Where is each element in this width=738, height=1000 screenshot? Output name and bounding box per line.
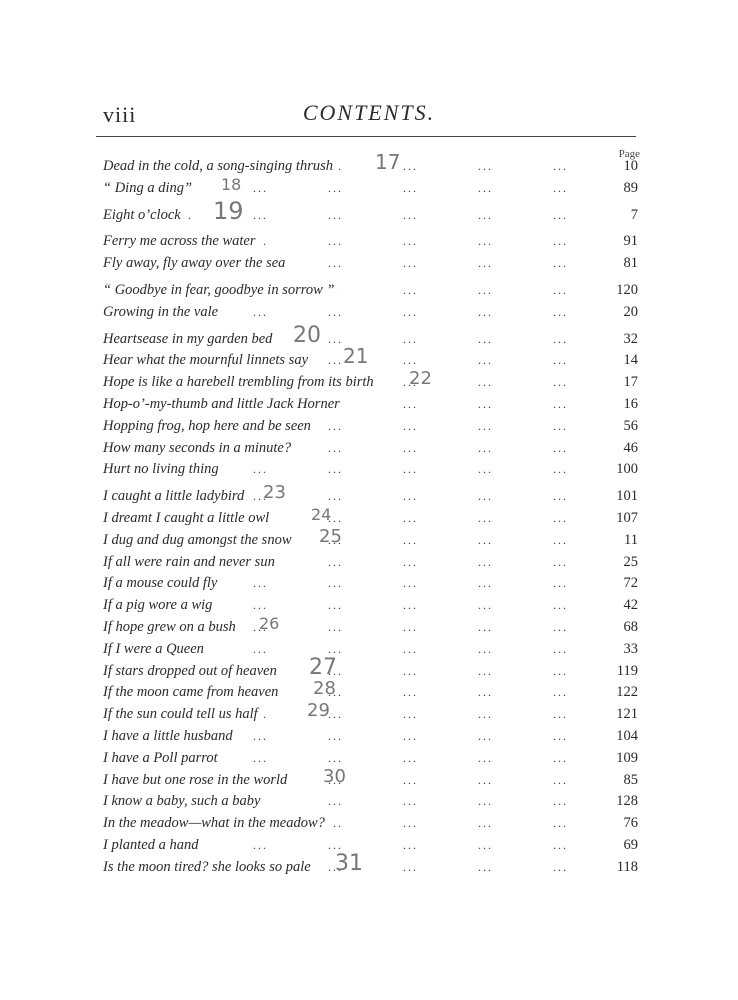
toc-entry	[103, 504, 638, 530]
entry-title: I have a Poll parrot	[103, 748, 224, 770]
running-title: CONTENTS.	[302, 100, 436, 125]
entry-title: Dead in the cold, a song-singing thrush	[103, 156, 339, 178]
toc-entry	[103, 416, 638, 438]
toc-entry	[103, 231, 638, 253]
entry-page-number: 46	[623, 439, 638, 456]
entry-title: I planted a hand	[103, 835, 204, 857]
toc-entry	[103, 525, 638, 552]
entry-page-number: 68	[623, 618, 638, 635]
toc-entry	[103, 726, 638, 748]
entry-page-number: 14	[623, 352, 638, 369]
handwritten-annotation: 23	[263, 482, 286, 504]
entry-title: “ Goodbye in fear, goodbye in sorrow ”	[103, 280, 340, 302]
handwritten-annotation: 19	[213, 196, 244, 225]
handwritten-annotation: 21	[343, 344, 369, 369]
handwritten-annotation: 30	[323, 765, 346, 787]
entry-title: Growing in the vale	[103, 302, 224, 324]
toc-entry	[103, 394, 638, 416]
entry-title: If a pig wore a wig	[103, 595, 218, 617]
entry-title: If all were rain and never sun	[103, 552, 281, 574]
handwritten-annotation: 20	[293, 322, 321, 348]
entry-page-number: 89	[623, 179, 638, 196]
entry-title: I have a little husband	[103, 726, 239, 748]
entry-page-number: 101	[616, 488, 638, 505]
handwritten-annotation: 26	[259, 613, 280, 633]
entry-title: Hurt no living thing	[103, 459, 225, 481]
entry-title: Hopping frog, hop here and be seen	[103, 416, 317, 438]
toc-group	[103, 322, 638, 482]
entry-title: If the sun could tell us half	[103, 704, 264, 726]
entry-title: If the moon came from heaven	[103, 682, 284, 704]
entry-page-number: 120	[616, 281, 638, 298]
toc-entry	[103, 196, 638, 227]
entry-page-number: 32	[623, 330, 638, 347]
toc-entry	[103, 678, 638, 704]
entry-title: Hear what the mournful linnets say	[103, 350, 314, 372]
handwritten-annotation: 25	[319, 525, 342, 547]
entry-title: Heartsease in my garden bed	[103, 329, 278, 351]
entry-page-number: 121	[616, 706, 638, 723]
entry-title: How many seconds in a minute?	[103, 438, 297, 460]
entry-title: If a mouse could fly	[103, 573, 223, 595]
handwritten-annotation: 18	[221, 174, 242, 194]
entry-page-number: 85	[623, 771, 638, 788]
toc-entry	[103, 700, 638, 726]
toc-entry	[103, 280, 638, 302]
entry-page-number: 16	[623, 395, 638, 412]
entry-page-number: 128	[616, 793, 638, 810]
toc-entry	[103, 174, 638, 200]
entry-title: In the meadow—what in the meadow?	[103, 813, 331, 835]
entry-page-number: 42	[623, 597, 638, 614]
entry-page-number: 20	[623, 303, 638, 320]
toc-group	[103, 231, 638, 275]
toc-entry	[103, 573, 638, 595]
entry-title: “ Ding a ding”	[103, 178, 198, 200]
handwritten-annotation: 17	[375, 150, 401, 174]
toc-entry	[103, 639, 638, 661]
entry-title: Is the moon tired? she looks so pale	[103, 857, 317, 879]
toc-group	[103, 280, 638, 324]
toc-entry	[103, 253, 638, 275]
entry-title: Fly away, fly away over the sea	[103, 253, 291, 275]
entry-page-number: 33	[623, 640, 638, 657]
entry-page-number: 119	[616, 662, 638, 679]
toc-entry	[103, 835, 638, 857]
toc-entry	[103, 613, 638, 639]
entry-page-number: 69	[623, 836, 638, 853]
handwritten-annotation: 22	[409, 368, 432, 390]
toc-entry	[103, 765, 638, 792]
header-rule	[96, 136, 636, 137]
toc-entry	[103, 368, 638, 394]
toc-entry	[103, 654, 638, 683]
page-header	[103, 98, 635, 138]
entry-page-number: 81	[623, 255, 638, 272]
toc-entry	[103, 322, 638, 351]
toc-entry	[103, 748, 638, 770]
entry-page-number: 122	[616, 684, 638, 701]
entry-page-number: 11	[624, 531, 638, 548]
entry-page-number: 10	[623, 158, 638, 174]
toc-entry	[103, 595, 638, 617]
entry-title: If stars dropped out of heaven	[103, 661, 283, 683]
entry-title: If I were a Queen	[103, 639, 210, 661]
entry-title: I know a baby, such a baby	[103, 791, 266, 813]
toc-entry	[103, 813, 638, 835]
handwritten-annotation: 31	[335, 850, 363, 876]
entry-title: If hope grew on a bush	[103, 617, 242, 639]
handwritten-annotation: 24	[311, 504, 332, 524]
entry-page-number: 118	[616, 858, 638, 875]
entry-page-number: 25	[623, 553, 638, 570]
entry-title: Hope is like a harebell trembling from its birth	[103, 372, 380, 394]
toc-entry	[103, 850, 638, 879]
entry-title: I dreamt I caught a little owl	[103, 508, 275, 530]
entry-page-number: 72	[623, 575, 638, 592]
entry-page-number: 107	[616, 509, 638, 526]
entry-page-number: 76	[623, 815, 638, 832]
entry-title: Eight o’clock	[103, 205, 187, 227]
toc-entry	[103, 552, 638, 574]
entry-page-number: 100	[616, 461, 638, 478]
entry-page-number: 7	[630, 206, 638, 223]
toc-entry	[103, 459, 638, 481]
handwritten-annotation: 28	[313, 678, 336, 700]
entry-page-number: 91	[623, 233, 638, 250]
entry-title: I caught a little ladybird	[103, 486, 250, 508]
entry-title: I have but one rose in the world	[103, 770, 293, 792]
toc-group	[103, 482, 638, 878]
entry-page-number: 17	[623, 374, 638, 391]
toc-entry	[103, 302, 638, 324]
handwritten-annotation: 29	[307, 700, 330, 722]
toc-entry	[103, 344, 638, 372]
toc-group	[103, 196, 638, 227]
toc-entry	[103, 482, 638, 508]
page-column-heading: Page	[618, 148, 640, 160]
entry-page-number: 104	[616, 727, 638, 744]
entry-title: Hop-o’-my-thumb and little Jack Horner	[103, 394, 346, 416]
entry-page-number: 109	[616, 749, 638, 766]
entry-page-number: 56	[623, 417, 638, 434]
entry-title: Ferry me across the water	[103, 231, 262, 253]
folio-number: viii	[103, 102, 137, 127]
handwritten-annotation: 27	[309, 654, 337, 680]
toc-entry	[103, 791, 638, 813]
toc-entry	[103, 438, 638, 460]
entry-title: I dug and dug amongst the snow	[103, 530, 298, 552]
